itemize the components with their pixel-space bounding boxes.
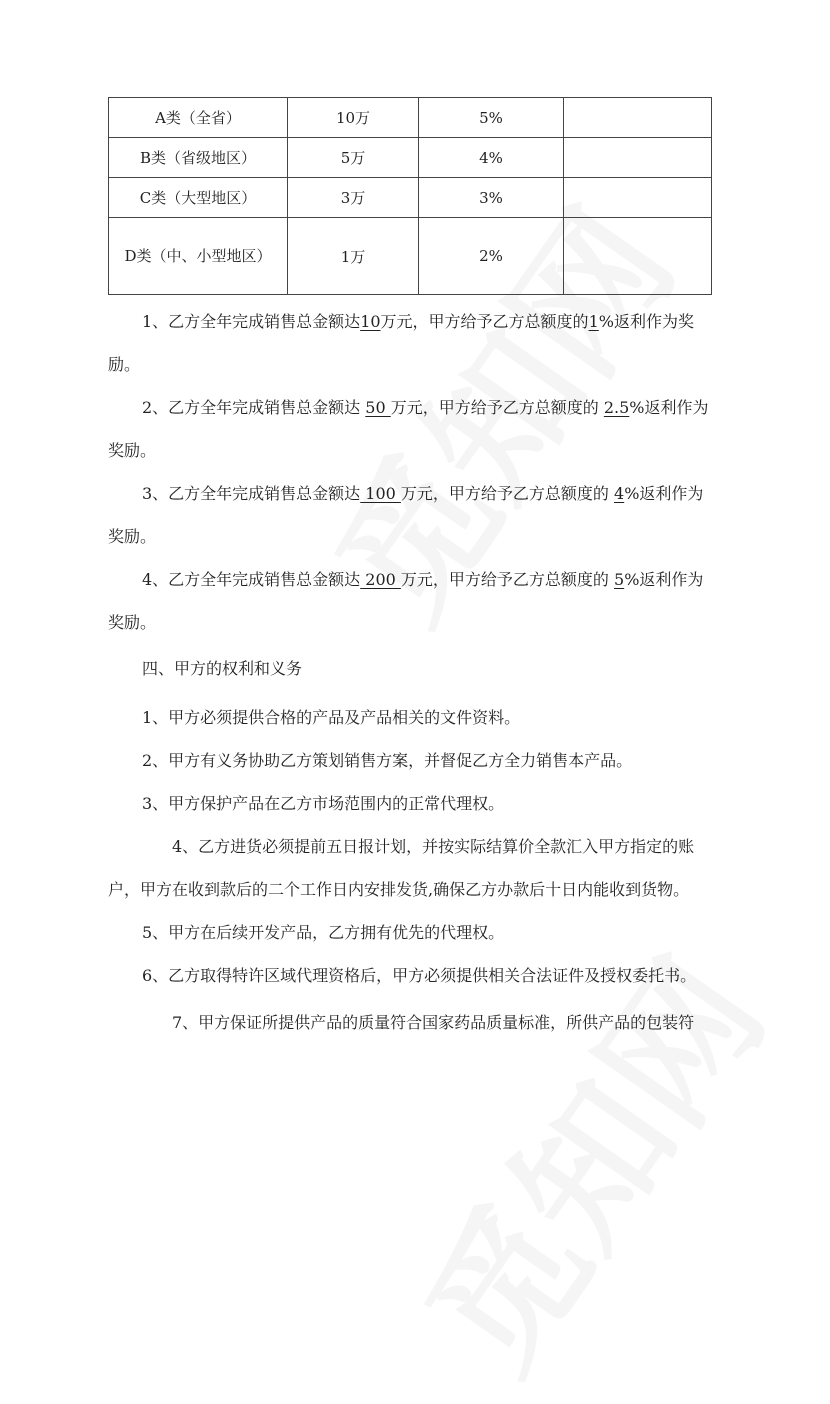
text: %返利作为奖励。 <box>108 312 694 374</box>
table-cell: 10万 <box>288 98 419 138</box>
table-cell: 5% <box>419 98 564 138</box>
table-cell: 3万 <box>288 178 419 218</box>
table-row <box>109 98 712 138</box>
rebate-clause <box>108 386 718 472</box>
table-cell: 5万 <box>288 138 419 178</box>
document-body <box>108 300 718 1044</box>
table-cell <box>564 138 712 178</box>
text: 万元，甲方给予乙方总额度的 <box>400 570 614 589</box>
percent: 2.5 <box>603 398 630 417</box>
rebate-clause <box>108 300 718 386</box>
text: 万元，甲方给予乙方总额度的 <box>390 398 604 417</box>
clause: 2、甲方有义务协助乙方策划销售方案，并督促乙方全力销售本产品。 <box>142 751 633 770</box>
clause: 6、乙方取得特许区域代理资格后，甲方必须提供相关合法证件及授权委托书。 <box>142 966 697 985</box>
table-cell: C类（大型地区） <box>109 178 288 218</box>
table-cell: A类（全省） <box>109 98 288 138</box>
table-cell <box>109 218 288 295</box>
cell-text: D类（中、小型地区） <box>124 247 272 265</box>
text: %返利作为奖励。 <box>108 570 704 632</box>
table-cell: 4% <box>419 138 564 178</box>
clause: 4、乙方进货必须提前五日报计划，并按实际结算价全款汇入甲方指定的账户，甲方在收到款后的二个工作日内安排发货,确保乙方办款后十日内能收到货物。 <box>108 837 695 899</box>
table-cell: 1万 <box>288 218 419 295</box>
percent: 4 <box>614 484 625 503</box>
rebate-clause <box>108 558 718 644</box>
clause: 1、甲方必须提供合格的产品及产品相关的文件资料。 <box>142 708 521 727</box>
rebate-clause <box>108 472 718 558</box>
text: %返利作为奖励。 <box>108 484 704 546</box>
table-cell <box>564 218 712 295</box>
table-row <box>109 218 712 295</box>
section-heading: 四、甲方的权利和义务 <box>142 659 303 678</box>
percent: 1 <box>588 312 599 331</box>
table-row <box>109 138 712 178</box>
clause: 5、甲方在后续开发产品，乙方拥有优先的代理权。 <box>142 923 505 942</box>
table-row <box>109 178 712 218</box>
clause: 3、甲方保护产品在乙方市场范围内的正常代理权。 <box>142 794 505 813</box>
text: 万元，甲方给予乙方总额度的 <box>400 484 614 503</box>
table-cell: 2% <box>419 218 564 295</box>
amount: 10 <box>360 312 381 331</box>
amount: 100 <box>360 484 401 503</box>
text: 2、乙方全年完成销售总金额达 <box>142 398 366 417</box>
table-cell: B类（省级地区） <box>109 138 288 178</box>
text: %返利作为奖励。 <box>108 398 709 460</box>
table-cell <box>564 178 712 218</box>
amount: 50 <box>365 398 391 417</box>
text: 1、乙方全年完成销售总金额达 <box>142 312 361 331</box>
table-cell: 3% <box>419 178 564 218</box>
table-cell <box>564 98 712 138</box>
clause: 7、甲方保证所提供产品的质量符合国家药品质量标准，所供产品的包装符 <box>172 1013 695 1032</box>
rebate-tier-table <box>108 97 712 295</box>
text: 万元，甲方给予乙方总额度的 <box>380 312 589 331</box>
text: 3、乙方全年完成销售总金额达 <box>142 484 361 503</box>
amount: 200 <box>360 570 401 589</box>
text: 4、乙方全年完成销售总金额达 <box>142 570 361 589</box>
percent: 5 <box>614 570 625 589</box>
